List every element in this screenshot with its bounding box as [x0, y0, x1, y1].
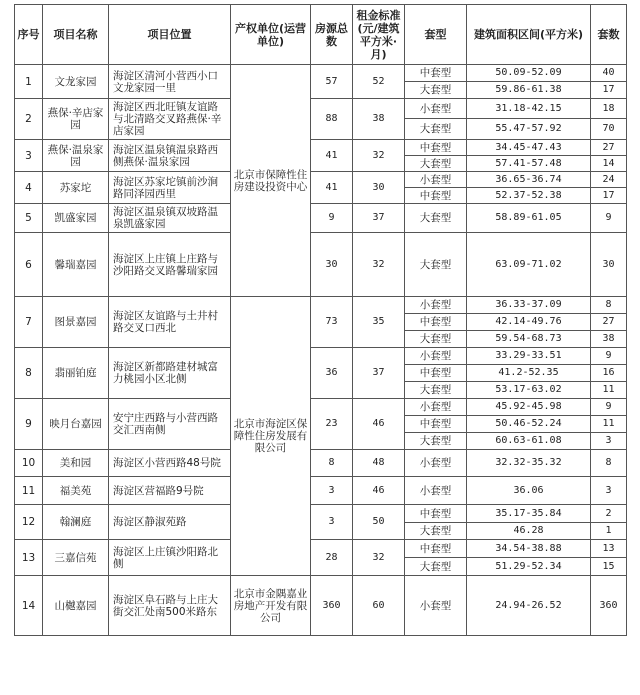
area-range-cell: 63.09-71.02	[467, 233, 591, 297]
unit-type-cell: 大套型	[405, 82, 467, 99]
project-no-cell: 4	[15, 172, 43, 204]
project-no-cell: 10	[15, 450, 43, 477]
unit-count-cell: 360	[591, 576, 627, 636]
unit-count-cell: 14	[591, 156, 627, 172]
area-range-cell: 36.33-37.09	[467, 297, 591, 314]
header-cell-count: 套数	[591, 5, 627, 65]
area-range-cell: 57.41-57.48	[467, 156, 591, 172]
unit-count-cell: 13	[591, 540, 627, 558]
unit-count-cell: 9	[591, 348, 627, 365]
total-units-cell: 28	[311, 540, 353, 576]
project-no-cell: 1	[15, 65, 43, 99]
project-location-cell: 海淀区友谊路与土井村路交叉口西北	[109, 297, 231, 348]
project-location-cell: 海淀区西北旺镇友谊路与北清路交叉路燕保·辛店家园	[109, 99, 231, 140]
total-units-cell: 41	[311, 172, 353, 204]
area-range-cell: 32.32-35.32	[467, 450, 591, 477]
unit-count-cell: 30	[591, 233, 627, 297]
project-location-cell: 海淀区上庄镇上庄路与沙阳路交叉路馨瑞家园	[109, 233, 231, 297]
header-cell-type: 套型	[405, 5, 467, 65]
unit-count-cell: 3	[591, 433, 627, 450]
project-location-cell: 安宁庄西路与小营西路交汇西南侧	[109, 399, 231, 450]
owner-cell: 北京市金隅嘉业房地产开发有限公司	[231, 576, 311, 636]
project-name-cell: 三嘉信苑	[43, 540, 109, 576]
project-location-cell: 海淀区新都路建材城富力桃园小区北侧	[109, 348, 231, 399]
unit-count-cell: 27	[591, 314, 627, 331]
area-range-cell: 60.63-61.08	[467, 433, 591, 450]
unit-count-cell: 15	[591, 558, 627, 576]
project-no-cell: 6	[15, 233, 43, 297]
total-units-cell: 3	[311, 505, 353, 540]
unit-count-cell: 40	[591, 65, 627, 82]
area-range-cell: 58.89-61.05	[467, 204, 591, 233]
rent-cell: 60	[353, 576, 405, 636]
unit-type-cell: 中套型	[405, 365, 467, 382]
unit-type-cell: 中套型	[405, 314, 467, 331]
project-no-cell: 12	[15, 505, 43, 540]
area-range-cell: 24.94-26.52	[467, 576, 591, 636]
housing-table	[14, 4, 627, 636]
area-range-cell: 59.54-68.73	[467, 331, 591, 348]
rent-cell: 32	[353, 140, 405, 172]
project-name-cell: 福美苑	[43, 477, 109, 505]
rent-cell: 32	[353, 233, 405, 297]
total-units-cell: 23	[311, 399, 353, 450]
table-row	[15, 140, 627, 156]
total-units-cell: 73	[311, 297, 353, 348]
unit-type-cell: 小套型	[405, 297, 467, 314]
rent-cell: 46	[353, 399, 405, 450]
unit-type-cell: 大套型	[405, 119, 467, 140]
header-cell-rent: 租金标准(元/建筑平方米·月)	[353, 5, 405, 65]
unit-type-cell: 大套型	[405, 558, 467, 576]
rent-cell: 38	[353, 99, 405, 140]
unit-type-cell: 中套型	[405, 416, 467, 433]
project-name-cell: 文龙家园	[43, 65, 109, 99]
project-location-cell: 海淀区阜石路与上庄大街交汇处南500米路东	[109, 576, 231, 636]
header-cell-location: 项目位置	[109, 5, 231, 65]
rent-cell: 52	[353, 65, 405, 99]
table-row	[15, 65, 627, 82]
area-range-cell: 45.92-45.98	[467, 399, 591, 416]
unit-type-cell: 小套型	[405, 99, 467, 119]
rent-cell: 32	[353, 540, 405, 576]
unit-count-cell: 17	[591, 82, 627, 99]
header-row	[15, 5, 627, 65]
area-range-cell: 36.65-36.74	[467, 172, 591, 188]
project-location-cell: 海淀区温泉镇双坡路温泉凯盛家园	[109, 204, 231, 233]
area-range-cell: 34.45-47.43	[467, 140, 591, 156]
area-range-cell: 41.2-52.35	[467, 365, 591, 382]
project-location-cell: 海淀区营福路9号院	[109, 477, 231, 505]
unit-type-cell: 中套型	[405, 505, 467, 523]
project-no-cell: 9	[15, 399, 43, 450]
total-units-cell: 9	[311, 204, 353, 233]
table-row	[15, 450, 627, 477]
area-range-cell: 34.54-38.88	[467, 540, 591, 558]
project-name-cell: 翰澜庭	[43, 505, 109, 540]
project-name-cell: 苏家坨	[43, 172, 109, 204]
table-row	[15, 348, 627, 365]
total-units-cell: 88	[311, 99, 353, 140]
unit-count-cell: 16	[591, 365, 627, 382]
table-row	[15, 477, 627, 505]
area-range-cell: 33.29-33.51	[467, 348, 591, 365]
unit-count-cell: 18	[591, 99, 627, 119]
unit-type-cell: 小套型	[405, 576, 467, 636]
project-location-cell: 海淀区静淑苑路	[109, 505, 231, 540]
unit-type-cell: 大套型	[405, 331, 467, 348]
unit-type-cell: 中套型	[405, 540, 467, 558]
owner-cell: 北京市海淀区保障性住房发展有限公司	[231, 297, 311, 576]
area-range-cell: 36.06	[467, 477, 591, 505]
unit-count-cell: 2	[591, 505, 627, 523]
total-units-cell: 41	[311, 140, 353, 172]
unit-count-cell: 24	[591, 172, 627, 188]
unit-count-cell: 1	[591, 523, 627, 540]
unit-count-cell: 8	[591, 450, 627, 477]
unit-type-cell: 中套型	[405, 140, 467, 156]
unit-type-cell: 小套型	[405, 399, 467, 416]
unit-type-cell: 大套型	[405, 382, 467, 399]
project-name-cell: 美和园	[43, 450, 109, 477]
project-name-cell: 翡丽铂庭	[43, 348, 109, 399]
total-units-cell: 30	[311, 233, 353, 297]
unit-type-cell: 小套型	[405, 348, 467, 365]
unit-count-cell: 11	[591, 416, 627, 433]
header-cell-area: 建筑面积区间(平方米)	[467, 5, 591, 65]
table-row	[15, 540, 627, 558]
unit-type-cell: 大套型	[405, 233, 467, 297]
unit-type-cell: 中套型	[405, 188, 467, 204]
project-name-cell: 馨瑞嘉园	[43, 233, 109, 297]
table-row	[15, 172, 627, 188]
header-cell-total: 房源总数	[311, 5, 353, 65]
rent-cell: 37	[353, 204, 405, 233]
table-row	[15, 233, 627, 297]
unit-count-cell: 8	[591, 297, 627, 314]
area-range-cell: 50.09-52.09	[467, 65, 591, 82]
table-row	[15, 399, 627, 416]
rent-cell: 35	[353, 297, 405, 348]
total-units-cell: 57	[311, 65, 353, 99]
project-name-cell: 燕保·辛店家园	[43, 99, 109, 140]
table-body	[15, 65, 627, 636]
project-no-cell: 14	[15, 576, 43, 636]
project-no-cell: 2	[15, 99, 43, 140]
project-name-cell: 图景嘉园	[43, 297, 109, 348]
area-range-cell: 35.17-35.84	[467, 505, 591, 523]
unit-type-cell: 小套型	[405, 450, 467, 477]
table-row	[15, 99, 627, 119]
project-location-cell: 海淀区小营西路48号院	[109, 450, 231, 477]
area-range-cell: 46.28	[467, 523, 591, 540]
table-row	[15, 297, 627, 314]
project-location-cell: 海淀区清河小营西小口文龙家园一里	[109, 65, 231, 99]
unit-type-cell: 小套型	[405, 172, 467, 188]
header-cell-no: 序号	[15, 5, 43, 65]
unit-count-cell: 27	[591, 140, 627, 156]
area-range-cell: 42.14-49.76	[467, 314, 591, 331]
rent-cell: 50	[353, 505, 405, 540]
owner-cell: 北京市保障性住房建设投资中心	[231, 65, 311, 297]
unit-type-cell: 大套型	[405, 433, 467, 450]
project-name-cell: 燕保·温泉家园	[43, 140, 109, 172]
unit-type-cell: 大套型	[405, 204, 467, 233]
project-name-cell: 山樾嘉园	[43, 576, 109, 636]
project-no-cell: 13	[15, 540, 43, 576]
unit-type-cell: 中套型	[405, 65, 467, 82]
rent-cell: 46	[353, 477, 405, 505]
total-units-cell: 36	[311, 348, 353, 399]
project-location-cell: 海淀区上庄镇沙阳路北侧	[109, 540, 231, 576]
unit-count-cell: 9	[591, 399, 627, 416]
table-row	[15, 505, 627, 523]
unit-type-cell: 大套型	[405, 156, 467, 172]
project-no-cell: 3	[15, 140, 43, 172]
total-units-cell: 3	[311, 477, 353, 505]
unit-type-cell: 大套型	[405, 523, 467, 540]
project-no-cell: 7	[15, 297, 43, 348]
table-row	[15, 204, 627, 233]
total-units-cell: 360	[311, 576, 353, 636]
area-range-cell: 53.17-63.02	[467, 382, 591, 399]
project-no-cell: 8	[15, 348, 43, 399]
project-no-cell: 11	[15, 477, 43, 505]
area-range-cell: 59.86-61.38	[467, 82, 591, 99]
unit-count-cell: 9	[591, 204, 627, 233]
header-cell-owner: 产权单位(运营单位)	[231, 5, 311, 65]
area-range-cell: 31.18-42.15	[467, 99, 591, 119]
area-range-cell: 55.47-57.92	[467, 119, 591, 140]
rent-cell: 37	[353, 348, 405, 399]
unit-count-cell: 3	[591, 477, 627, 505]
unit-count-cell: 70	[591, 119, 627, 140]
unit-count-cell: 38	[591, 331, 627, 348]
unit-count-cell: 11	[591, 382, 627, 399]
rent-cell: 48	[353, 450, 405, 477]
header-cell-name: 项目名称	[43, 5, 109, 65]
total-units-cell: 8	[311, 450, 353, 477]
project-location-cell: 海淀区温泉镇温泉路西侧燕保·温泉家园	[109, 140, 231, 172]
project-no-cell: 5	[15, 204, 43, 233]
table-row	[15, 576, 627, 636]
unit-count-cell: 17	[591, 188, 627, 204]
rent-cell: 30	[353, 172, 405, 204]
project-name-cell: 凯盛家园	[43, 204, 109, 233]
housing-table-container	[14, 4, 627, 636]
unit-type-cell: 小套型	[405, 477, 467, 505]
project-location-cell: 海淀区苏家坨镇前沙涧路同泽园西里	[109, 172, 231, 204]
area-range-cell: 52.37-52.38	[467, 188, 591, 204]
area-range-cell: 50.46-52.24	[467, 416, 591, 433]
area-range-cell: 51.29-52.34	[467, 558, 591, 576]
project-name-cell: 映月台嘉园	[43, 399, 109, 450]
